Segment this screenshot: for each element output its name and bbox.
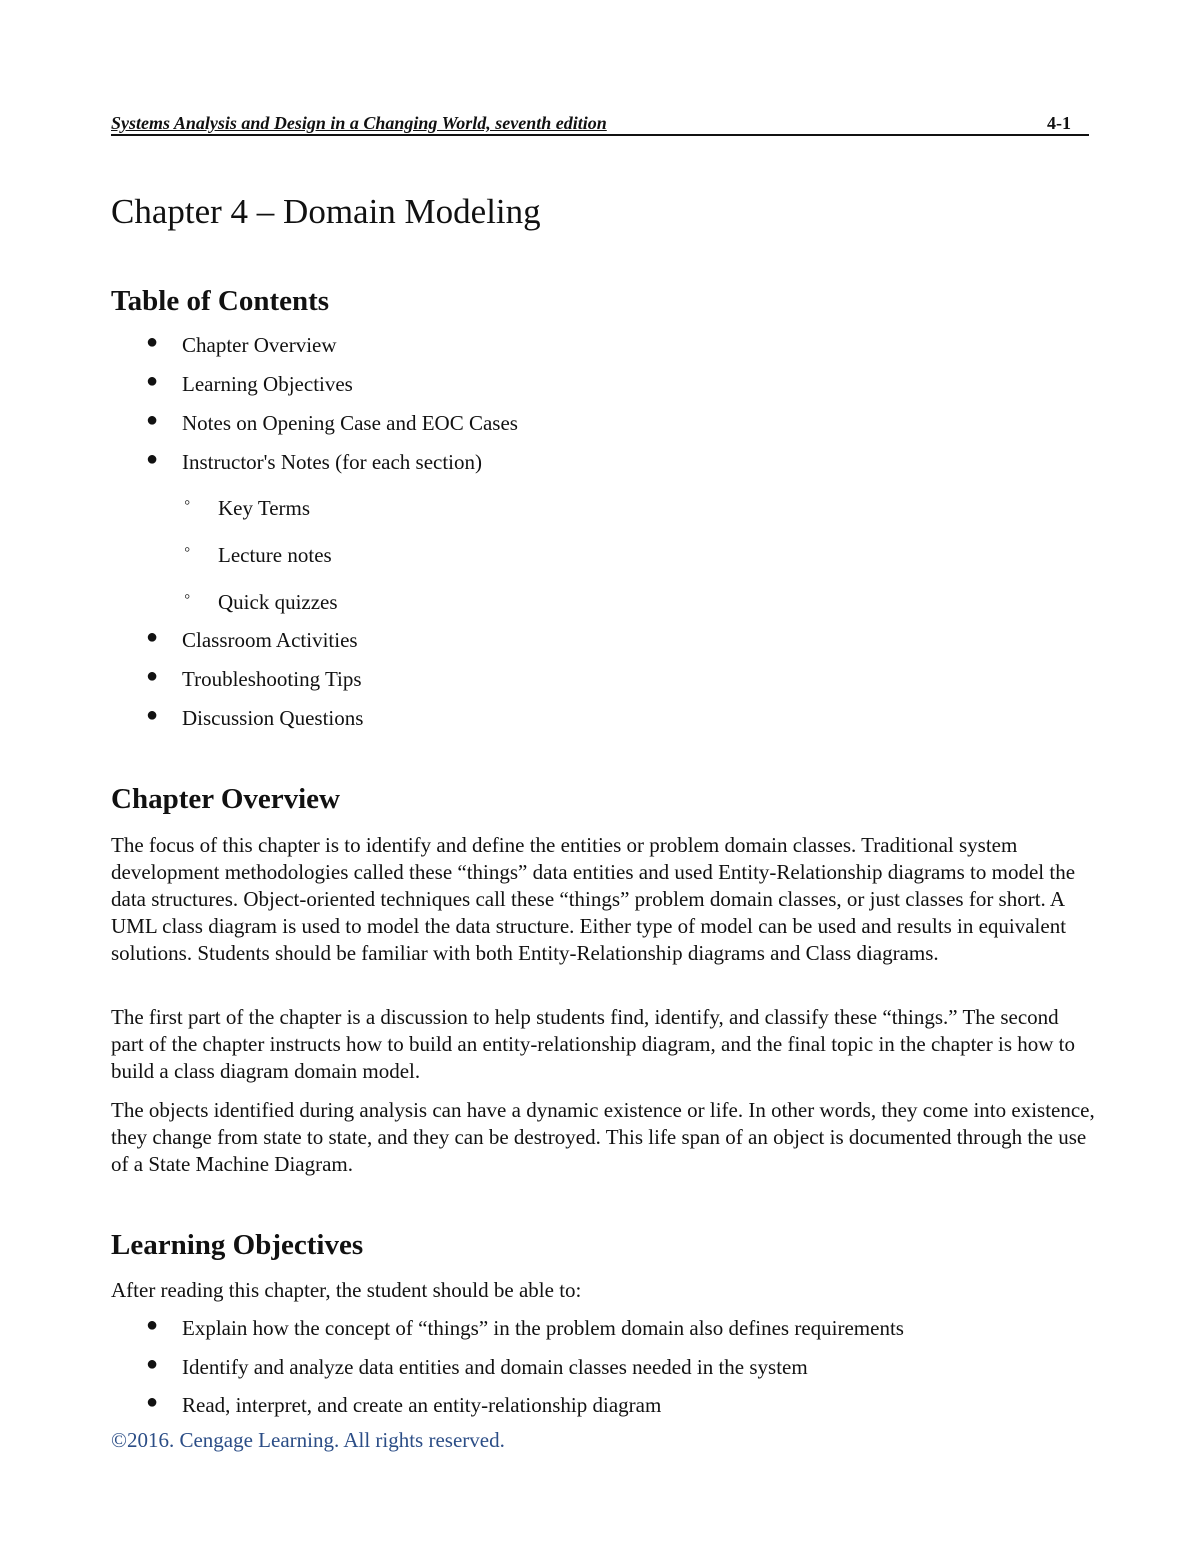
- toc-item-label: Instructor's Notes (for each section): [182, 450, 483, 474]
- toc-item-label: Learning Objectives: [182, 372, 353, 396]
- objective-item: [146, 1391, 662, 1418]
- chapter-overview-heading: Chapter Overview: [111, 783, 340, 815]
- bullet-icon: ●: [146, 1391, 159, 1413]
- toc-item-notes-on-cases: [146, 409, 518, 436]
- objective-label: Explain how the concept of “things” in the problem domain also defines requirements: [182, 1316, 904, 1340]
- toc-subitem-quick-quizzes: [184, 586, 338, 615]
- bullet-icon: ●: [146, 448, 159, 470]
- bullet-icon: ●: [146, 331, 159, 353]
- chapter-title: Chapter 4 – Domain Modeling: [111, 192, 541, 231]
- bullet-icon: ●: [146, 665, 159, 687]
- learning-objectives-heading: Learning Objectives: [111, 1229, 364, 1261]
- toc-item-discussion-questions: [146, 704, 364, 731]
- objective-label: Identify and analyze data entities and domain classes needed in the system: [182, 1355, 808, 1379]
- bullet-icon: ●: [146, 626, 159, 648]
- overview-paragraph: The focus of this chapter is to identify and define the entities or problem domain classes. Traditional system development methodologies called these “things” data entities and used Entity-Relationship diagrams to model the data structures. Object-oriented techniques call these “things” problem domain classes, or just classes for short. A UML class diagram is used to model the data structure. Either type of model can be used and results in equivalent solutions. Students should be familiar with both Entity-Relationship diagrams and Class diagrams.: [111, 833, 1076, 965]
- toc-item-chapter-overview: [146, 331, 337, 358]
- bullet-icon: ●: [146, 1353, 159, 1375]
- page-number: 4-1: [1047, 113, 1071, 133]
- toc-item-label: Troubleshooting Tips: [182, 667, 362, 691]
- copyright-footer: ©2016. Cengage Learning. All rights reserved.: [111, 1428, 505, 1452]
- overview-paragraph: The objects identified during analysis can have a dynamic existence or life. In other words, they come into existence, they change from state to state, and they can be destroyed. This life span of an object is documented through the use of a State Machine Diagram.: [111, 1098, 1095, 1176]
- objective-label: Read, interpret, and create an entity-relationship diagram: [182, 1393, 662, 1417]
- bullet-icon: ●: [146, 370, 159, 392]
- toc-item-label: Notes on Opening Case and EOC Cases: [182, 411, 518, 435]
- toc-item-label: Quick quizzes: [218, 590, 338, 614]
- running-title: Systems Analysis and Design in a Changing World, seventh edition: [111, 113, 607, 133]
- bullet-icon: ●: [146, 409, 159, 431]
- sub-bullet-icon: ◦: [184, 539, 191, 559]
- toc-item-label: Discussion Questions: [182, 706, 364, 730]
- toc-item-instructors-notes: [146, 448, 483, 475]
- sub-bullet-icon: ◦: [184, 492, 191, 512]
- sub-bullet-icon: ◦: [184, 586, 191, 606]
- objective-item: [146, 1314, 904, 1341]
- bullet-icon: ●: [146, 1314, 159, 1336]
- toc-item-label: Key Terms: [218, 496, 311, 520]
- overview-paragraph: The first part of the chapter is a discussion to help students find, identify, and classify these “things.” The second part of the chapter instructs how to build an entity-relationship diagram, and the final topic in the chapter is how to build a class diagram domain model.: [111, 1005, 1075, 1083]
- toc-item-label: Chapter Overview: [182, 333, 337, 357]
- toc-item-label: Lecture notes: [218, 543, 332, 567]
- toc-item-classroom-activities: [146, 626, 358, 653]
- toc-item-label: Classroom Activities: [182, 628, 358, 652]
- toc-subitem-lecture-notes: [184, 539, 332, 568]
- toc-item-troubleshooting-tips: [146, 665, 362, 692]
- objective-item: [146, 1353, 808, 1380]
- toc-heading: Table of Contents: [111, 285, 330, 317]
- toc-item-learning-objectives: [146, 370, 353, 397]
- bullet-icon: ●: [146, 704, 159, 726]
- objectives-intro: After reading this chapter, the student should be able to:: [111, 1278, 582, 1302]
- toc-subitem-key-terms: [184, 492, 311, 521]
- running-header: [111, 112, 1089, 136]
